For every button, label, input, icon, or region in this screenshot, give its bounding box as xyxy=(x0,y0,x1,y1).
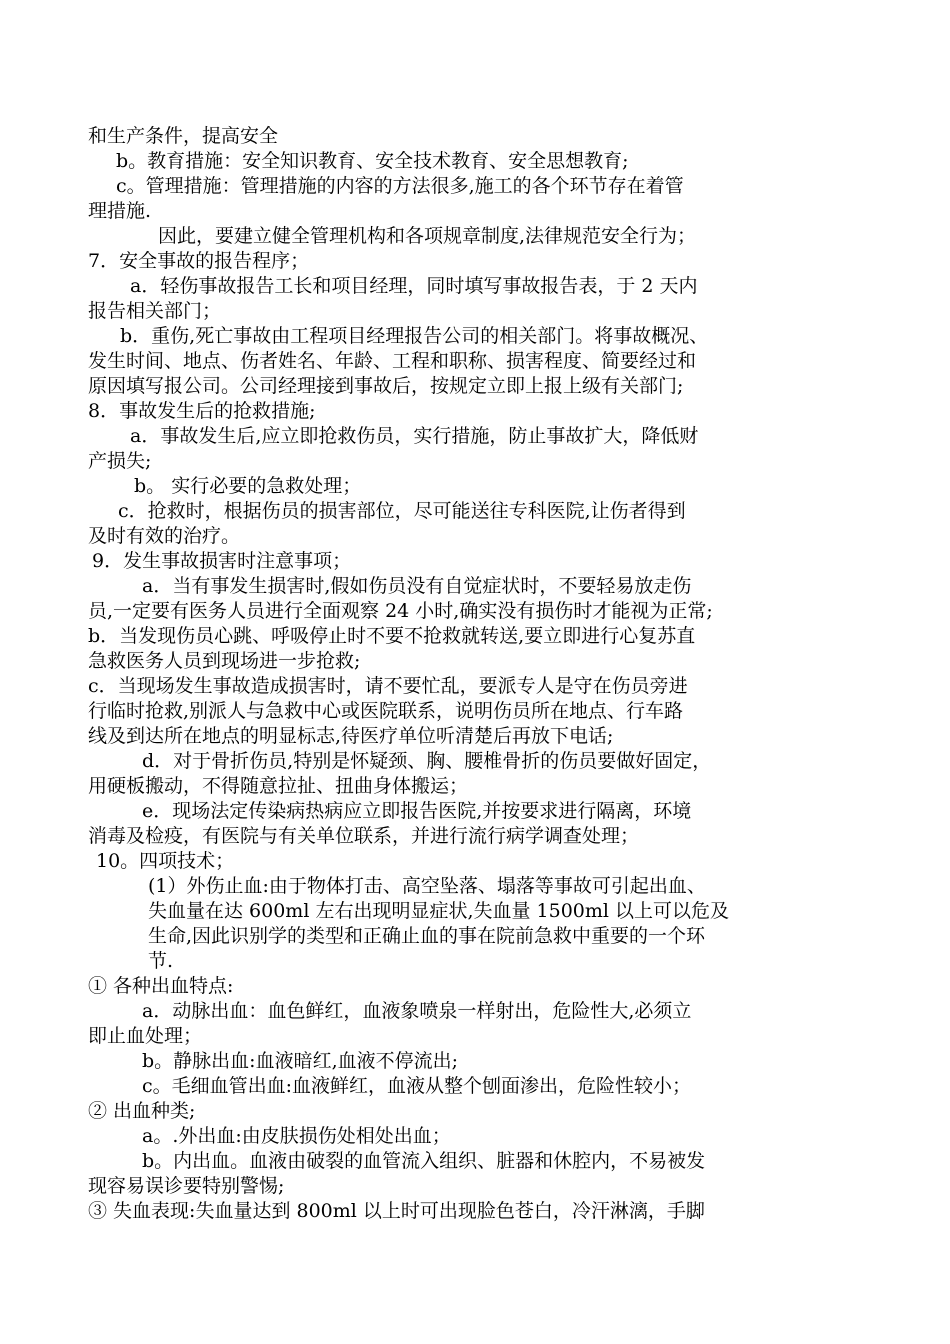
text-line: 发生时间、地点、伤者姓名、年龄、工程和职称、损害程度、简要经过和 xyxy=(88,350,697,372)
text-line: 理措施. xyxy=(88,200,152,222)
text-line: a．当有事发生损害时,假如伤员没有自觉症状时，不要轻易放走伤 xyxy=(142,575,692,597)
text-line: a．动脉出血：血色鲜红，血液象喷泉一样射出，危险性大,必须立 xyxy=(142,1000,692,1022)
text-line: 用硬板搬动，不得随意拉扯、扭曲身体搬运； xyxy=(88,775,469,797)
text-line: a。.外出血:由皮肤损伤处相处出血； xyxy=(142,1125,451,1147)
text-line: 生命,因此识别学的类型和正确止血的事在院前急救中重要的一个环 xyxy=(148,925,706,947)
text-line: 急救医务人员到现场进一步抢救; xyxy=(88,650,361,672)
text-line: 原因填写报公司。公司经理接到事故后，按规定立即上报上级有关部门; xyxy=(88,375,684,397)
text-line: a．事故发生后,应立即抢救伤员，实行措施，防止事故扩大，降低财 xyxy=(130,425,699,447)
text-line: ① 各种出血特点: xyxy=(88,975,234,997)
text-line: 线及到达所在地点的明显标志,待医疗单位听清楚后再放下电话; xyxy=(88,725,614,747)
text-line: 和生产条件，提高安全 xyxy=(88,125,279,147)
text-line: 10。四项技术； xyxy=(96,850,235,872)
text-line: b．当发现伤员心跳、呼吸停止时不要不抢救就转送,要立即进行心复苏直 xyxy=(88,625,696,647)
text-line: b。静脉出血:血液暗红,血液不停流出; xyxy=(142,1050,459,1072)
text-line: c。管理措施：管理措施的内容的方法很多,施工的各个环节存在着管 xyxy=(116,175,684,197)
text-line: ② 出血种类; xyxy=(88,1100,196,1122)
text-line: 节. xyxy=(148,950,174,972)
text-line: 即止血处理； xyxy=(88,1025,203,1047)
text-line: 消毒及检疫，有医院与有关单位联系，并进行流行病学调查处理； xyxy=(88,825,640,847)
text-line: 8．事故发生后的抢救措施; xyxy=(88,400,316,422)
text-line: ③ 失血表现:失血量达到 800ml 以上时可出现脸色苍白，冷汗淋漓，手脚 xyxy=(88,1200,705,1222)
text-line: (1）外伤止血:由于物体打击、高空坠落、塌落等事故可引起出血、 xyxy=(148,875,706,897)
text-line: 及时有效的治疗。 xyxy=(88,525,241,547)
text-line: 9．发生事故损害时注意事项； xyxy=(92,550,352,572)
text-line: b．重伤,死亡事故由工程项目经理报告公司的相关部门。将事故概况、 xyxy=(120,325,709,347)
text-line: 现容易误诊要特别警惕; xyxy=(88,1175,285,1197)
text-line: b。 实行必要的急救处理； xyxy=(134,475,362,497)
text-line: a．轻伤事故报告工长和项目经理，同时填写事故报告表，于 2 天内 xyxy=(130,275,698,297)
text-line: 失血量在达 600ml 左右出现明显症状,失血量 1500ml 以上可以危及 xyxy=(148,900,730,922)
text-line: c。毛细血管出血:血液鲜红，血液从整个刨面渗出，危险性较小； xyxy=(142,1075,692,1097)
text-line: b。教育措施：安全知识教育、安全技术教育、安全思想教育; xyxy=(116,150,629,172)
text-line: e．现场法定传染病热病应立即报告医院,并按要求进行隔离，环境 xyxy=(142,800,692,822)
text-line: 行临时抢救,别派人与急救中心或医院联系，说明伤员所在地点、行车路 xyxy=(88,700,684,722)
text-line: 7．安全事故的报告程序； xyxy=(88,250,310,272)
text-line: d．对于骨折伤员,特别是怀疑颈、胸、腰椎骨折的伤员要做好固定， xyxy=(142,750,712,772)
text-line: 产损失; xyxy=(88,450,152,472)
text-line: 因此，要建立健全管理机构和各项规章制度,法律规范安全行为； xyxy=(158,225,697,247)
text-line: c．当现场发生事故造成损害时，请不要忙乱，要派专人是守在伤员旁进 xyxy=(88,675,688,697)
text-line: b。内出血。血液由破裂的血管流入组织、脏器和休腔内，不易被发 xyxy=(142,1150,706,1172)
text-line: 报告相关部门； xyxy=(88,300,222,322)
text-line: 员,一定要有医务人员进行全面观察 24 小时,确实没有损伤时才能视为正常; xyxy=(88,600,713,622)
text-line: c．抢救时，根据伤员的损害部位，尽可能送往专科医院,让伤者得到 xyxy=(118,500,686,522)
